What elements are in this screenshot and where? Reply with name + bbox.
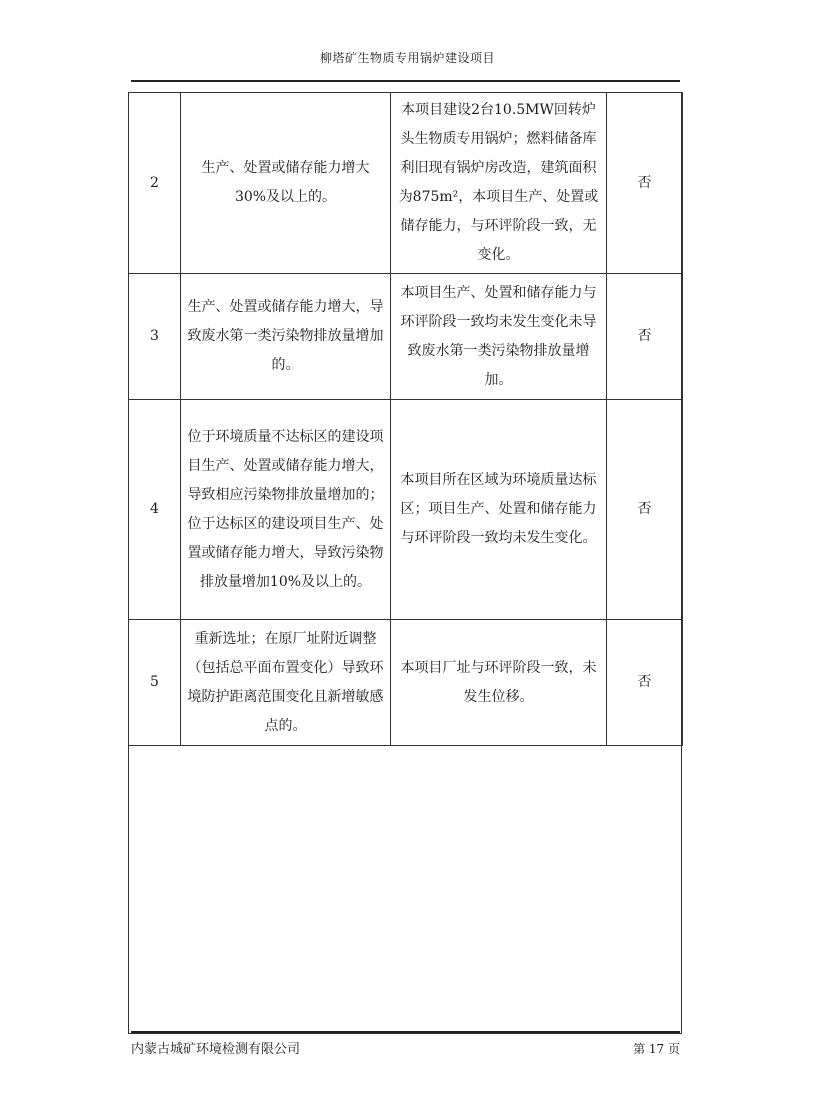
result-cell: 否 <box>607 274 683 400</box>
row-number: 4 <box>129 400 181 620</box>
row-number: 5 <box>129 620 181 746</box>
row-number: 2 <box>129 93 181 274</box>
condition-cell: 位于环境质量不达标区的建设项目生产、处置或储存能力增大，导致相应污染物排放量增加的；位于达标区的建设项目生产、处置或储存能力增大，导致污染物排放量增加10%及以上的。 <box>181 400 391 620</box>
situation-cell: 本项目建设2台10.5MW回转炉头生物质专用锅炉；燃料储备库利旧现有锅炉房改造，建筑面积为875m²，本项目生产、处置或储存能力，与环评阶段一致，无变化。 <box>391 93 607 274</box>
condition-cell: 生产、处置或储存能力增大30%及以上的。 <box>181 93 391 274</box>
condition-cell: 生产、处置或储存能力增大，导致废水第一类污染物排放量增加的。 <box>181 274 391 400</box>
situation-cell: 本项目厂址与环评阶段一致，未发生位移。 <box>391 620 607 746</box>
header-rule <box>131 80 680 82</box>
situation-cell: 本项目生产、处置和储存能力与环评阶段一致均未发生变化未导致废水第一类污染物排放量增加。 <box>391 274 607 400</box>
result-cell: 否 <box>607 620 683 746</box>
result-cell: 否 <box>607 400 683 620</box>
table-row <box>129 620 683 746</box>
table-row <box>129 400 683 620</box>
table-row <box>129 274 683 400</box>
result-cell: 否 <box>607 93 683 274</box>
table-row <box>129 93 683 274</box>
condition-cell: 重新选址；在原厂址附近调整（包括总平面布置变化）导致环境防护距离范围变化且新增敏感点的。 <box>181 620 391 746</box>
footer-company: 内蒙古城矿环境检测有限公司 <box>131 1042 301 1057</box>
page-header-title: 柳塔矿生物质专用锅炉建设项目 <box>319 51 495 65</box>
situation-cell: 本项目所在区域为环境质量达标区；项目生产、处置和储存能力与环评阶段一致均未发生变化。 <box>391 400 607 620</box>
criteria-table <box>128 92 682 1034</box>
footer-rule <box>131 1031 680 1033</box>
row-number: 3 <box>129 274 181 400</box>
page-number: 第 17 页 <box>633 1042 680 1056</box>
